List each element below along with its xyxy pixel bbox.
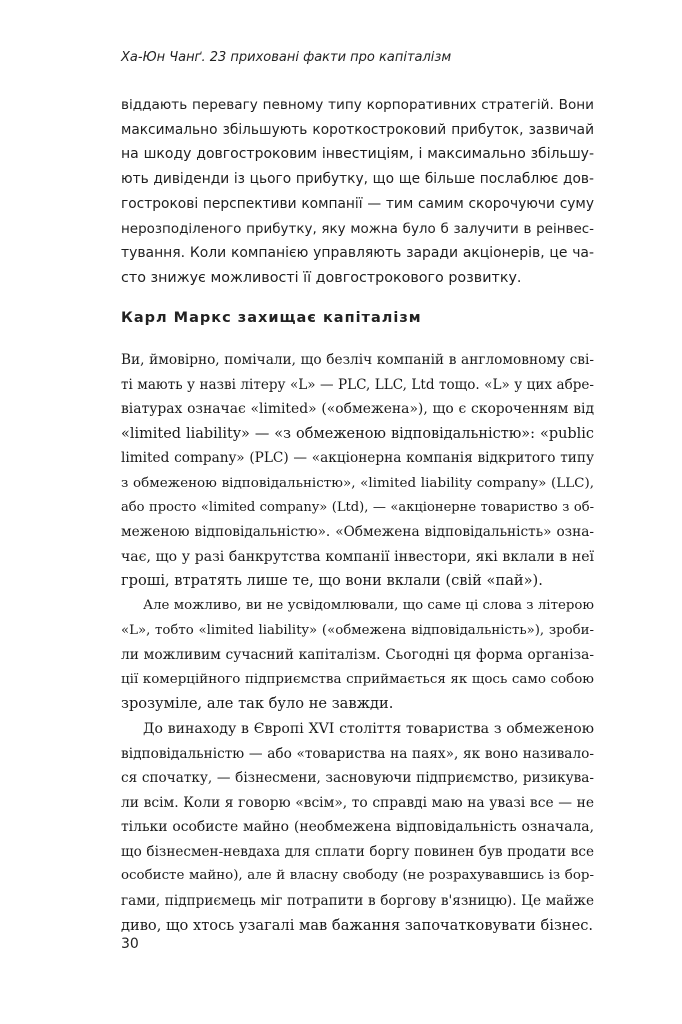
text-line: на шкоду довгостроковим інвестиціям, і максимально збільшу- — [121, 146, 594, 163]
text-line: нерозподіленого прибутку, яку можна було б залучити в реінвес- — [121, 220, 594, 237]
text-line: Ви, ймовірно, помічали, що безліч компаній в англомовному сві- — [121, 352, 594, 368]
running-header: Ха-Юн Чанґ. 23 приховані факти про капіталізм — [121, 50, 452, 65]
text-line: диво, що хтось узагалі мав бажання започатковувати бізнес. — [121, 916, 594, 934]
text-line: ють дивіденди із цього прибутку, що ще більше послаблює дов- — [121, 171, 594, 188]
text-line: або просто «limited company» (Ltd), — «акціонерне товариство з об- — [121, 499, 594, 515]
paragraph — [121, 594, 594, 717]
text-line: До винаходу в Європі XVI століття товариства з обмеженою — [143, 720, 594, 737]
text-line: гострокові перспективи компанії — тим самим скорочуючи суму — [121, 195, 594, 212]
text-line: тільки особисте майно (необмежена відповідальність означала, — [121, 819, 594, 836]
text-line: limited company» (PLC) — «акціонерна компанія відкритого типу — [121, 450, 594, 467]
text-line: віатурах означає «limited» («обмежена»), що є скороченням від — [121, 401, 594, 418]
text-line: з обмеженою відповідальністю», «limited liability company» (LLC), — [121, 474, 594, 491]
text-line: ті мають у назві літеру «L» — PLC, LLC, Ltd тощо. «L» у цих абре- — [121, 376, 594, 393]
text-line: «L», тобто «limited liability» («обмежена відповідальність»), зроби- — [121, 622, 594, 638]
text-line: особисте майно), але й власну свободу (не розрахувавшись із бор- — [121, 868, 594, 884]
text-line: «limited liability» — «з обмеженою відповідальністю»: «public — [121, 425, 594, 442]
text-line: ли всім. Коли я говорю «всім», то справді маю на увазі все — не — [121, 794, 594, 811]
paragraph — [121, 348, 594, 594]
paragraph — [121, 717, 594, 938]
page-number: 30 — [121, 936, 139, 952]
section-heading: Карл Маркс захищає капіталізм — [121, 310, 422, 326]
text-line: зрозуміле, але так було не завжди. — [121, 695, 394, 713]
intro-paragraph — [121, 93, 594, 291]
text-line: чає, що у разі банкрутства компанії інвестори, які вклали в неї — [121, 548, 594, 565]
text-line: Але можливо, ви не усвідомлювали, що саме ці слова з літерою — [143, 597, 594, 613]
text-line: гроші, втратять лише те, що вони вклали (свій «пай»). — [121, 572, 543, 590]
text-line: гами, підприємець міг потрапити в боргову в'язницю). Це майже — [121, 893, 594, 910]
text-line: сто знижує можливості її довгострокового розвитку. — [121, 269, 522, 286]
text-line: ли можливим сучасний капіталізм. Сьогодні ця форма організа- — [121, 647, 594, 664]
text-line: меженою відповідальністю». «Обмежена відповідальність» озна- — [121, 524, 594, 541]
text-line: ся спочатку, — бізнесмени, засновуючи підприємство, ризикува- — [121, 770, 594, 787]
section-body — [121, 348, 594, 938]
text-line: віддають перевагу певному типу корпоративних стратегій. Вони — [121, 97, 594, 113]
text-line: максимально збільшують короткостроковий прибуток, зазвичай — [121, 121, 594, 138]
text-line: ції комерційного підприємства сприймається як щось само собою — [121, 671, 594, 687]
text-line: тування. Коли компанією управляють заради акціонерів, це ча- — [121, 245, 594, 262]
text-line: відповідальністю — або «товариства на паях», як воно називало- — [121, 745, 594, 762]
text-line: що бізнесмен-невдаха для сплати боргу повинен був продати все — [121, 843, 594, 860]
